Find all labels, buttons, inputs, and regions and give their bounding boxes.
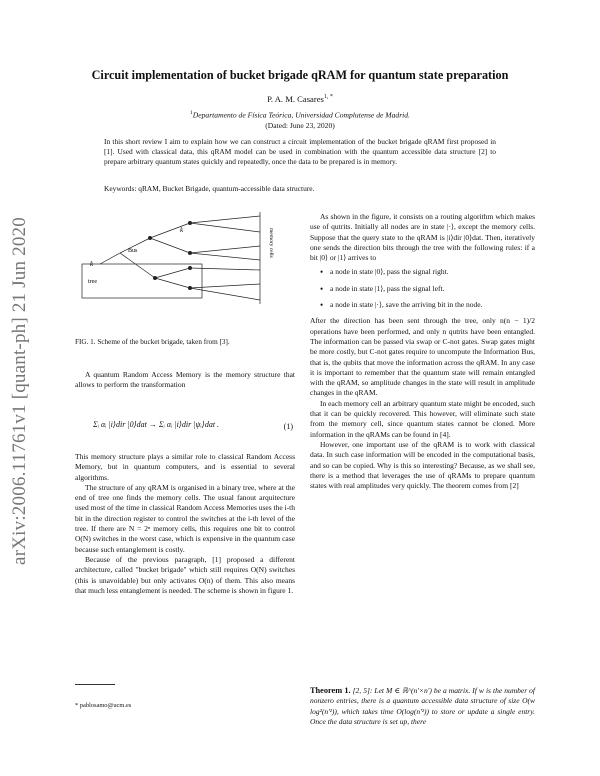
date-line: (Dated: June 23, 2020)	[265, 121, 335, 130]
bucket-brigade-figure	[80, 208, 290, 328]
footnote-rule	[75, 684, 115, 685]
abstract: In this short review I aim to explain how we can construct a circuit implementation of the bucket brigade qRAM first proposed in [1]. Used with classical data, this qRAM model can be used in combination with the quantum accessible data structure [2] to prepare arbitrary quantum states quickly and repeatedly, once the data to be prepared is in memory.	[104, 137, 496, 167]
paragraph: A quantum Random Access Memory is the memory structure that allows to perform the transformation	[75, 370, 295, 390]
figure-caption: FIG. 1. Scheme of the bucket brigade, taken from [3].	[75, 338, 230, 346]
right-column	[310, 212, 535, 491]
list-item: • a node in state |0⟩, pass the signal right.	[330, 267, 535, 277]
affiliation-text: Departamento de Física Teórica, Universidad Complutense de Madrid.	[192, 110, 410, 120]
arxiv-side-label: arXiv:2006.11761v1 [quant-ph] 21 Jun 2020	[9, 217, 30, 565]
equation-1	[75, 412, 295, 448]
figure-label-tree: tree	[88, 279, 97, 285]
affiliation-mark: 1	[190, 110, 193, 116]
paragraph: The structure of any qRAM is organised in a binary tree, where at the end of tree one finds the memory cells. The usual fanout arquitecture used most of the time in classical Random Access Memories uses the i-th bit in the direction register to control the switches at the i-th level of the tree. If there are N = 2ⁿ memory cells, this requires one bit to control O(N) switches in the worst case, which is expensive in the quantum case because such entanglement is costly.	[75, 482, 295, 554]
equation-body: Σᵢ αᵢ |i⟩dir |0⟩dat → Σᵢ αᵢ |i⟩dir |ψᵢ⟩dat .	[93, 420, 220, 429]
figure-label-memory: memory cells	[268, 228, 274, 258]
figure-label-bus: Bus	[128, 248, 138, 254]
theorem-1	[310, 686, 535, 727]
paragraph: After the direction has been sent through the tree, only n(n − 1)/2 operations have been performed, and only n qutrits have been entangled. The information can be passed via swap or C-not gates. Swap gates might be more costly, but C-not gates require to uncompute the Information Bus, that is, the qubits that move the information across the qRAM. In any case it is important to remember that the quantum state will remain entangled with the qRAM, so amplitude changes in the state will result in amplitude changes in the qRAM.	[310, 316, 535, 398]
left-column-intro	[75, 370, 295, 391]
paragraph: In each memory cell an arbitrary quantum state might be encoded, such that it can be quickly recovered. This however, will eliminate such state from the memory cell, since quantum states cannot be cloned. More information in the qRAMs can be found in [4].	[310, 398, 535, 439]
list-item: • a node in state |1⟩, pass the signal left.	[330, 284, 535, 294]
author-mark: 1, *	[323, 94, 333, 101]
paragraph: Because of the previous paragraph, [1] proposed a different architecture, called "bucket brigade" which still requires O(N) switches (this is unavoidable) but only activates O(n) of them. This also means that much less entanglement is needed. The scheme is shown in figure 1.	[75, 554, 295, 595]
keywords: Keywords: qRAM, Bucket Brigade, quantum-accessible data structure.	[104, 184, 315, 193]
footnote: * pablosamo@ucm.es	[75, 702, 132, 709]
affiliation	[0, 110, 600, 120]
equation-number: (1)	[283, 422, 293, 431]
figure-label-ki: k	[90, 260, 94, 268]
list-item: • a node in state |·⟩, save the arriving bit in the node.	[330, 300, 535, 310]
author-name: P. A. M. Casares	[267, 94, 324, 104]
paragraph: This memory structure plays a similar role to classical Random Access Memory, but in quantum computers, and is essential to several algorithms.	[75, 452, 295, 482]
paragraph: However, one important use of the qRAM is to work with classical data. In such case information will be encoded in the computational basis, and so can be copied. Why is this so interesting? Because, as we shall see, there is a method that leverages the use of qRAMs to prepare quantum states with real amplitudes very quickly. The theorem comes from [2]	[310, 439, 535, 491]
paragraph: As shown in the figure, it consists on a routing algorithm which makes use of qutrits. Initially all nodes are in state |·⟩, except the memory cells. Suppose that the query state to the qRAM is |i⟩dir |0⟩dat. Then, iteratively one sends the direction bits through the tree with the following rules: if a bit |0⟩ or |1⟩ arrives to	[310, 212, 535, 263]
routing-rules-list	[310, 267, 535, 310]
theorem-body: [2, 5]: Let M ∈ ℝ^(n'×n') be a matrix. If w is the number of nonzero entries, there is a quantum accessible data structure of size O(w log²(n'²)), which takes time O(log(n'²)) to store or update a single entry. Once the data structure is set up, there	[310, 686, 535, 726]
theorem-head: Theorem 1.	[310, 686, 351, 695]
left-column-body	[75, 452, 295, 596]
author-line	[0, 94, 600, 104]
paper-title: Circuit implementation of bucket brigade qRAM for quantum state preparation	[91, 68, 509, 82]
bucket-brigade-diagram	[80, 208, 290, 328]
figure-label-k: k	[180, 226, 184, 234]
